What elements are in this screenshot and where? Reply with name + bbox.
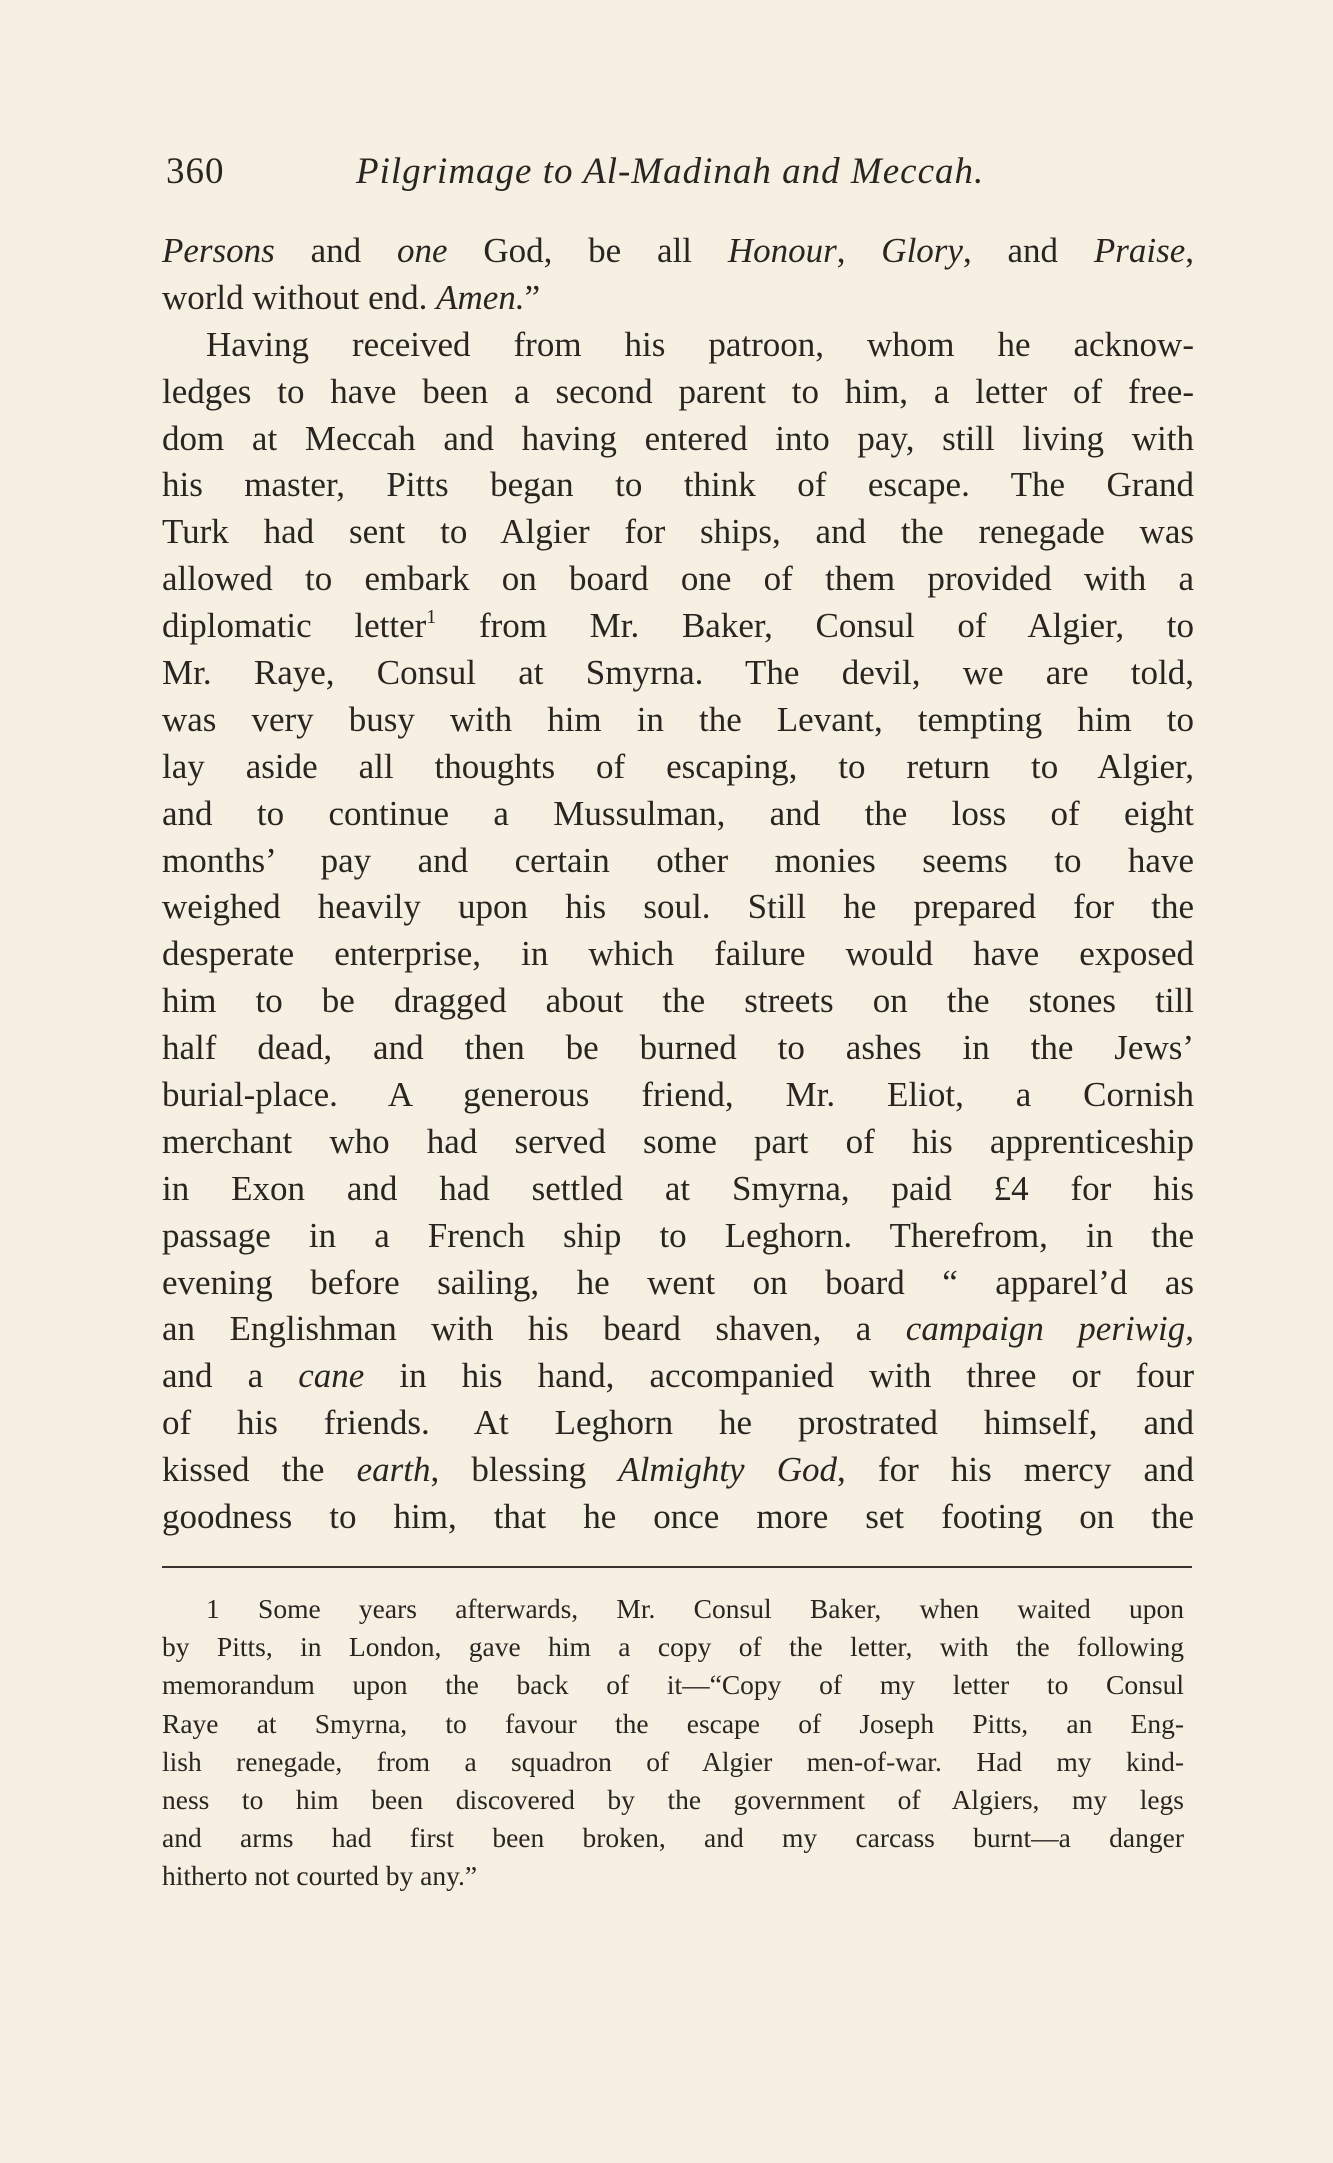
footnote (162, 1590, 1184, 1896)
body-line: dom at Meccah and having entered into pay, still living with (162, 418, 1194, 458)
body-line: and to continue a Mussulman, and the loss of eight (162, 793, 1194, 833)
footnote-line: hitherto not courted by any.” (162, 1860, 478, 1892)
body-line: ledges to have been a second parent to him, a letter of free- (162, 371, 1194, 411)
italic-word: Almighty God (618, 1450, 838, 1490)
text-run: , (836, 231, 882, 270)
italic-word: Glory (881, 231, 963, 270)
text-run: , for his mercy and (837, 1450, 1195, 1490)
text-run: kissed the (162, 1450, 357, 1490)
footnote-line: ness to him been discovered by the government of Algiers, my legs (162, 1783, 1184, 1815)
body-line: goodness to him, that he once more set footing on the (162, 1497, 1194, 1537)
footnote-line: and arms had first been broken, and my carcass burnt—a danger (162, 1822, 1184, 1854)
text-run: , (1185, 231, 1195, 270)
running-title: Pilgrimage to Al-Madinah and Meccah. (356, 151, 985, 192)
body-line: passage in a French ship to Leghorn. Therefrom, in the (162, 1215, 1194, 1255)
body-line (162, 603, 1194, 650)
text-run: and (274, 231, 397, 270)
text-run: ” (524, 277, 541, 317)
body-line: in Exon and had settled at Smyrna, paid £4 for his (162, 1168, 1194, 1208)
italic-word: one (396, 231, 448, 270)
footnote-line: by Pitts, in London, gave him a copy of the letter, with the following (162, 1631, 1184, 1663)
body-line: months’ pay and certain other monies seems to have (162, 840, 1194, 880)
body-line: weighed heavily upon his soul. Still he prepared for the (162, 887, 1194, 927)
footnote-line: 1 Some years afterwards, Mr. Consul Baker, when waited upon (206, 1593, 1184, 1624)
italic-word: cane (298, 1356, 365, 1396)
body-line (162, 275, 1194, 322)
text-run: from Mr. Baker, Consul of Algier, to (436, 606, 1195, 646)
text-run: , blessing (430, 1450, 619, 1490)
body-line: Having received from his patroon, whom he acknow- (206, 324, 1194, 364)
text-run: and a (162, 1356, 299, 1396)
body-line (162, 1306, 1194, 1353)
body-line: of his friends. At Leghorn he prostrated himself, and (162, 1403, 1194, 1443)
text-run: in his hand, accompanied with three or four (364, 1356, 1194, 1396)
footnote-line: Raye at Smyrna, to favour the escape of Joseph Pitts, an Eng- (162, 1707, 1184, 1739)
page-header (166, 150, 1196, 202)
body-line: him to be dragged about the streets on the stones till (162, 981, 1194, 1021)
body-line: lay aside all thoughts of escaping, to return to Algier, (162, 746, 1194, 786)
body-line: his master, Pitts began to think of escape. The Grand (162, 465, 1194, 505)
footnote-divider (162, 1566, 1192, 1568)
footnote-line: memorandum upon the back of it—“Copy of my letter to Consul (162, 1669, 1184, 1701)
body-line (162, 228, 1194, 275)
footnote-line: lish renegade, from a squadron of Algier men-of-war. Had my kind- (162, 1745, 1184, 1777)
body-line: half dead, and then be burned to ashes in the Jews’ (162, 1028, 1194, 1068)
text-run: diplomatic letter (162, 606, 427, 646)
body-line (162, 1447, 1194, 1494)
body-line: Turk had sent to Algier for ships, and the renegade was (162, 512, 1194, 552)
text-run: , (1185, 1309, 1194, 1349)
text-run: God, be all (447, 231, 728, 270)
italic-word: Persons (162, 231, 275, 270)
italic-word: earth (356, 1450, 431, 1490)
text-run: , and (962, 231, 1094, 270)
text-run: an Englishman with his beard shaven, a (162, 1309, 906, 1349)
body-line: burial-place. A generous friend, Mr. Eliot, a Cornish (162, 1075, 1194, 1115)
italic-word: Praise (1093, 231, 1186, 270)
body-line: evening before sailing, he went on board “ apparel’d as (162, 1262, 1194, 1302)
body-line: merchant who had served some part of his apprenticeship (162, 1121, 1194, 1161)
body-line: Mr. Raye, Consul at Smyrna. The devil, we are told, (162, 653, 1194, 693)
body-line: allowed to embark on board one of them provided with a (162, 559, 1194, 599)
italic-word: campaign periwig (905, 1309, 1186, 1349)
body-text (162, 228, 1194, 1541)
body-line: was very busy with him in the Levant, tempting him to (162, 699, 1194, 739)
body-line (162, 1353, 1194, 1400)
italic-word: Amen. (436, 277, 525, 317)
footnote-marker[interactable]: 1 (426, 606, 437, 629)
page-number: 360 (166, 151, 225, 192)
text-run: world without end. (162, 277, 437, 317)
body-line: desperate enterprise, in which failure would have exposed (162, 934, 1194, 974)
italic-word: Honour (727, 231, 837, 270)
